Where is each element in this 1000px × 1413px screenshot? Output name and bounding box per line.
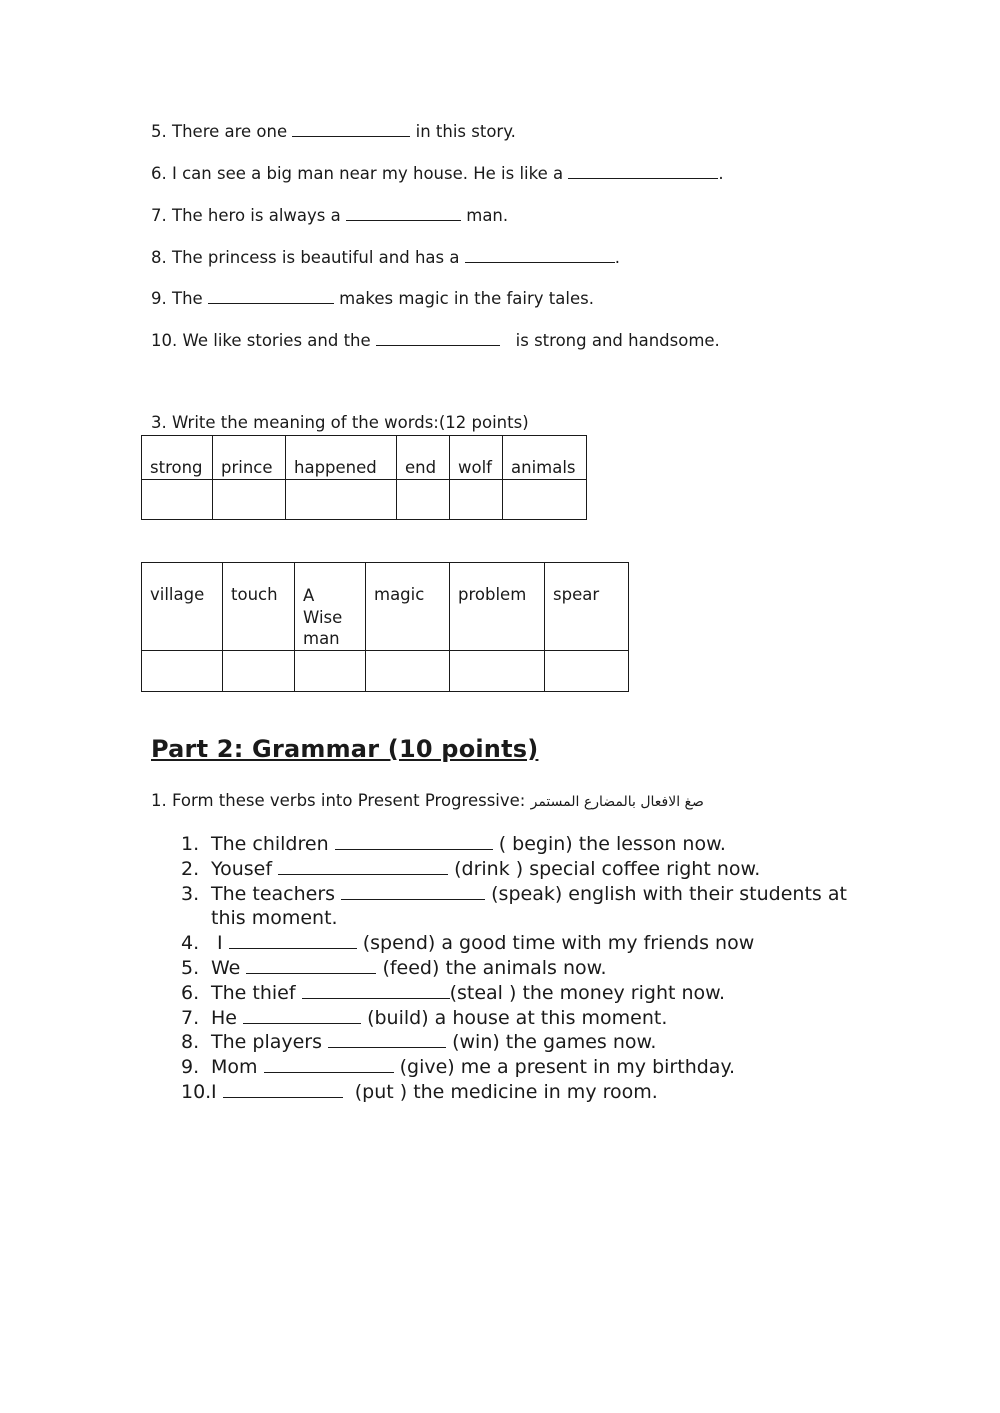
meaning-row bbox=[142, 650, 629, 691]
word-cell: problem bbox=[450, 563, 545, 651]
item-number: 4. bbox=[181, 932, 200, 955]
meaning-answer-cell[interactable] bbox=[142, 650, 223, 691]
item-text: (put ) the medicine in my room. bbox=[342, 1080, 658, 1103]
sentence-text: We like stories and the bbox=[182, 331, 376, 350]
item-text: The players bbox=[211, 1031, 329, 1054]
answer-blank[interactable] bbox=[568, 164, 718, 179]
word-cell: magic bbox=[366, 563, 450, 651]
item-number: 6. bbox=[181, 981, 200, 1004]
item-text: (drink ) special coffee right now. bbox=[448, 857, 761, 880]
answer-blank[interactable] bbox=[302, 984, 450, 999]
item-text: I bbox=[211, 932, 229, 955]
meaning-answer-cell[interactable] bbox=[397, 480, 450, 520]
answer-blank[interactable] bbox=[335, 835, 493, 850]
item-number: 8. bbox=[181, 1031, 200, 1054]
vocabulary-title: 3. Write the meaning of the words:(12 points) bbox=[151, 413, 529, 432]
instruction-arabic: صغ الافعال بالمضارع المستمر bbox=[530, 794, 704, 810]
meaning-answer-cell[interactable] bbox=[503, 480, 587, 520]
list-item bbox=[181, 832, 861, 857]
word-cell: village bbox=[142, 563, 223, 651]
sentence-number: 10. bbox=[151, 331, 178, 350]
answer-blank[interactable] bbox=[292, 122, 410, 137]
item-text: ( begin) the lesson now. bbox=[492, 833, 726, 855]
word-cell: happened bbox=[286, 436, 397, 480]
word-cell: end bbox=[397, 436, 450, 480]
list-item bbox=[181, 1080, 861, 1105]
list-item bbox=[181, 981, 861, 1006]
word-cell: spear bbox=[545, 563, 629, 651]
answer-blank[interactable] bbox=[341, 885, 485, 900]
item-text: (steal ) the money right now. bbox=[449, 981, 725, 1004]
sentence-text: . bbox=[718, 164, 724, 183]
answer-blank[interactable] bbox=[208, 289, 334, 304]
list-item bbox=[181, 1006, 861, 1031]
sentence-6 bbox=[151, 164, 724, 183]
meaning-answer-cell[interactable] bbox=[450, 480, 503, 520]
item-text: Yousef bbox=[211, 857, 279, 880]
vocabulary-table-1 bbox=[141, 435, 587, 520]
item-text: Mom bbox=[211, 1056, 264, 1079]
sentence-text: is strong and handsome. bbox=[499, 331, 720, 350]
item-text: (win) the games now. bbox=[446, 1031, 657, 1054]
word-cell: animals bbox=[503, 436, 587, 480]
list-item bbox=[181, 1030, 861, 1055]
word-cell: prince bbox=[213, 436, 286, 480]
meaning-answer-cell[interactable] bbox=[142, 480, 213, 520]
word-cell: A Wise man bbox=[295, 563, 366, 651]
item-number: 5. bbox=[181, 956, 200, 979]
item-number: 2. bbox=[181, 857, 200, 880]
answer-blank[interactable] bbox=[328, 1033, 446, 1048]
word-cell: strong bbox=[142, 436, 213, 480]
item-number: 3. bbox=[181, 882, 200, 905]
sentence-5 bbox=[151, 122, 516, 141]
vocabulary-table-2 bbox=[141, 562, 629, 692]
answer-blank[interactable] bbox=[264, 1058, 394, 1073]
answer-blank[interactable] bbox=[376, 331, 500, 346]
item-text: The thief bbox=[211, 981, 302, 1004]
answer-blank[interactable] bbox=[278, 860, 448, 875]
sentence-text: The bbox=[172, 289, 208, 308]
item-text: The children bbox=[211, 833, 335, 855]
answer-blank[interactable] bbox=[243, 1009, 361, 1024]
sentence-text: makes magic in the fairy tales. bbox=[333, 289, 594, 308]
answer-blank[interactable] bbox=[246, 959, 376, 974]
item-text: (build) a house at this moment. bbox=[361, 1006, 668, 1029]
item-number: 7. bbox=[181, 1006, 200, 1029]
word-cell: wolf bbox=[450, 436, 503, 480]
item-text: (give) me a present in my birthday. bbox=[393, 1056, 736, 1079]
answer-blank[interactable] bbox=[465, 248, 615, 263]
answer-blank[interactable] bbox=[223, 1083, 343, 1098]
answer-blank[interactable] bbox=[229, 934, 357, 949]
item-text: He bbox=[211, 1006, 244, 1029]
sentence-number: 6. bbox=[151, 164, 167, 183]
answer-blank[interactable] bbox=[346, 206, 461, 221]
sentence-text: There are one bbox=[172, 122, 293, 141]
list-item bbox=[181, 857, 861, 882]
item-text: (speak) english with their students at this moment. bbox=[211, 882, 847, 930]
grammar-instruction bbox=[151, 791, 704, 810]
sentence-text: The princess is beautiful and has a bbox=[172, 248, 465, 267]
sentence-text: in this story. bbox=[410, 122, 516, 141]
sentence-text: . bbox=[614, 248, 620, 267]
list-item bbox=[181, 1055, 861, 1080]
word-row bbox=[142, 563, 629, 651]
meaning-answer-cell[interactable] bbox=[213, 480, 286, 520]
sentence-number: 7. bbox=[151, 206, 167, 225]
sentence-text: The hero is always a bbox=[172, 206, 346, 225]
sentence-number: 5. bbox=[151, 122, 167, 141]
item-text: I bbox=[211, 1080, 223, 1103]
sentence-7 bbox=[151, 206, 508, 225]
sentence-9 bbox=[151, 289, 594, 308]
meaning-answer-cell[interactable] bbox=[545, 650, 629, 691]
meaning-answer-cell[interactable] bbox=[450, 650, 545, 691]
list-item bbox=[181, 931, 861, 956]
item-text: (spend) a good time with my friends now bbox=[356, 932, 755, 955]
instruction-text: 1. Form these verbs into Present Progressive: bbox=[151, 791, 531, 810]
sentence-10 bbox=[151, 331, 720, 350]
meaning-answer-cell[interactable] bbox=[366, 650, 450, 691]
item-number: 10. bbox=[181, 1080, 212, 1103]
sentence-number: 8. bbox=[151, 248, 167, 267]
word-cell: touch bbox=[223, 563, 295, 651]
grammar-list bbox=[181, 832, 861, 1105]
item-number: 1. bbox=[181, 833, 200, 855]
list-item bbox=[181, 956, 861, 981]
meaning-answer-cell[interactable] bbox=[286, 480, 397, 520]
word-row bbox=[142, 436, 587, 480]
list-item bbox=[181, 882, 861, 932]
meaning-answer-cell[interactable] bbox=[223, 650, 295, 691]
grammar-heading: Part 2: Grammar (10 points) bbox=[151, 735, 539, 763]
meaning-row bbox=[142, 480, 587, 520]
item-number: 9. bbox=[181, 1056, 200, 1079]
sentence-text: man. bbox=[461, 206, 509, 225]
item-text: The teachers bbox=[211, 882, 342, 905]
item-text: (feed) the animals now. bbox=[376, 956, 607, 979]
sentence-text: I can see a big man near my house. He is like a bbox=[172, 164, 569, 183]
item-text: We bbox=[211, 956, 247, 979]
meaning-answer-cell[interactable] bbox=[295, 650, 366, 691]
sentence-8 bbox=[151, 248, 620, 267]
sentence-number: 9. bbox=[151, 289, 167, 308]
